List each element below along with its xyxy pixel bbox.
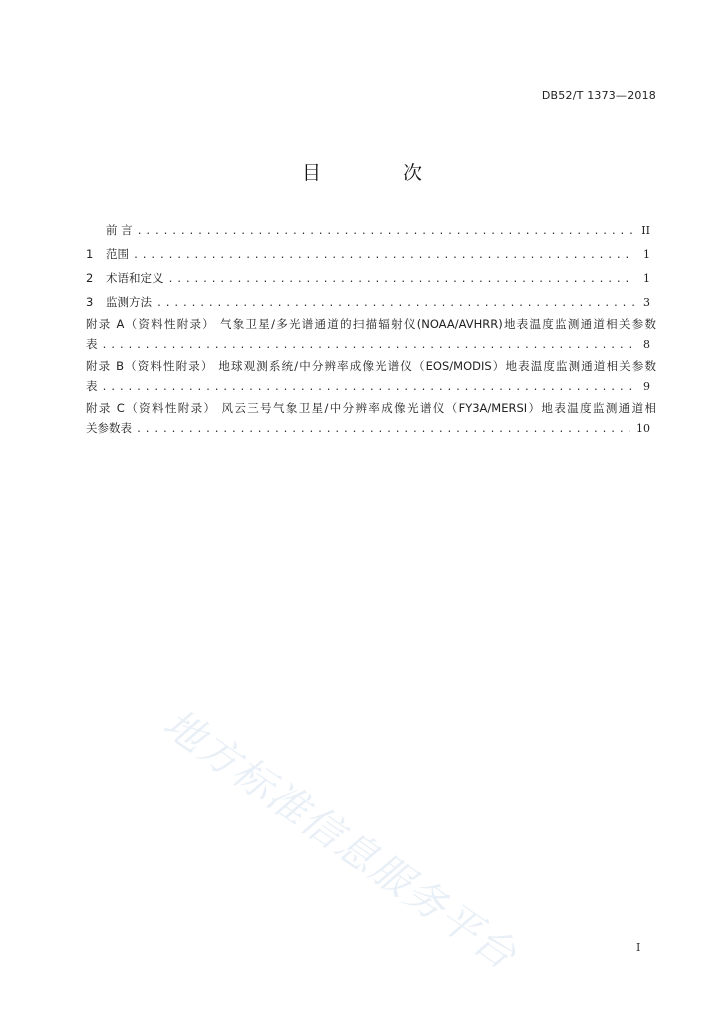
toc-entry-methods[interactable] [86, 290, 656, 314]
toc-entry-page: 9 [643, 380, 650, 393]
toc-entry-label: 术语和定义 [106, 271, 164, 285]
standard-code: DB52/T 1373—2018 [541, 89, 656, 102]
toc-entry-appendix-a[interactable] [86, 314, 656, 356]
toc-leader-dots [136, 420, 630, 440]
toc-entry-scope[interactable] [86, 242, 656, 266]
toc-entry-label-continued: 表 [86, 379, 98, 393]
table-of-contents [86, 218, 656, 440]
toc-entry-number: 1 [86, 247, 94, 261]
toc-leader-dots [168, 268, 635, 292]
toc-entry-appendix-b[interactable] [86, 356, 656, 398]
header-divider [86, 106, 656, 107]
page-number: I [636, 941, 641, 954]
toc-title: 目 次 [301, 162, 461, 184]
toc-entry-page: 8 [643, 338, 650, 351]
toc-entry-number: 3 [86, 295, 94, 309]
toc-entry-label: 范围 [106, 247, 129, 261]
toc-leader-dots [102, 378, 635, 398]
toc-entry-page: 1 [643, 272, 650, 285]
toc-entry-label-continued: 关参数表 [86, 421, 132, 435]
watermark: 地方标准信息服务平台 [154, 700, 526, 980]
toc-entry-label: 前 言 [106, 223, 133, 237]
toc-entry-label: 附录 C（资料性附录） 风云三号气象卫星/中分辨率成像光谱仪（FY3A/MERSI）地表温度监测通道相 [86, 401, 656, 415]
toc-entry-number: 2 [86, 271, 94, 285]
toc-leader-dots [133, 244, 634, 268]
toc-entry-label: 监测方法 [106, 295, 152, 309]
toc-entry-label-continued: 表 [86, 337, 98, 351]
toc-entry-appendix-c[interactable] [86, 398, 656, 440]
toc-leader-dots [102, 336, 635, 356]
toc-entry-page: 1 [643, 248, 650, 261]
toc-entry-label: 附录 B（资料性附录） 地球观测系统/中分辨率成像光谱仪（EOS/MODIS）地表温度监测通道相关参数 [86, 359, 656, 373]
toc-leader-dots [156, 292, 634, 316]
toc-entry-foreword[interactable] [86, 218, 656, 242]
toc-entry-label: 附录 A（资料性附录） 气象卫星/多光谱通道的扫描辐射仪(NOAA/AVHRR)地表温度监测通道相关参数 [86, 317, 656, 331]
toc-entry-page: 10 [636, 422, 650, 435]
toc-entry-page: 3 [643, 296, 650, 309]
toc-entry-terms[interactable] [86, 266, 656, 290]
toc-leader-dots [137, 220, 634, 244]
toc-entry-page: II [641, 224, 650, 237]
